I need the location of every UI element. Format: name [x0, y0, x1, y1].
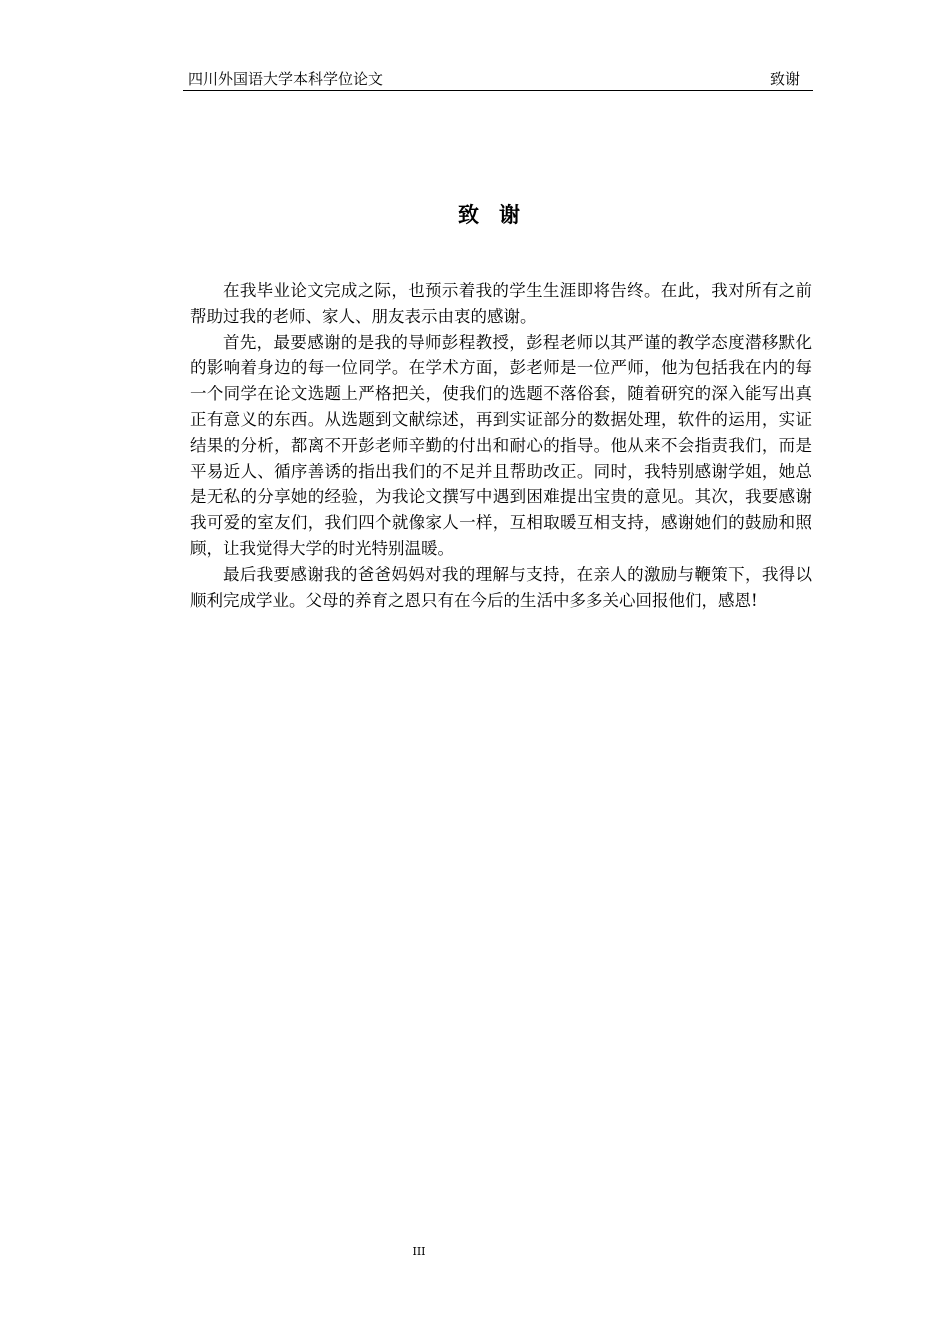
paragraph-intro: 在我毕业论文完成之际，也预示着我的学生生涯即将告终。在此，我对所有之前帮助过我的老师、家人、朋友表示由衷的感谢。 [190, 281, 812, 326]
page-header [183, 68, 813, 91]
acknowledgement-body [190, 278, 812, 613]
page-title: 致谢 [458, 203, 540, 227]
header-thesis-label: 四川外国语大学本科学位论文 [188, 70, 384, 88]
paragraph-advisor: 首先，最要感谢的是我的导师彭程教授，彭程老师以其严谨的教学态度潜移默化的影响着身边的每一位同学。在学术方面，彭老师是一位严师，他为包括我在内的每一个同学在论文选题上严格把关，使我们的选题不落俗套，随着研究的深入能写出真正有意义的东西。从选题到文献综述，再到实证部分的数据处理，软件的运用，实证结果的分析，都离不开彭老师辛勤的付出和耐心的指导。他从来不会指责我们，而是平易近人、循序善诱的指出我们的不足并且帮助改正。同时，我特别感谢学姐，她总是无私的分享她的经验，为我论文撰写中遇到困难提出宝贵的意见。其次，我要感谢我可爱的室友们，我们四个就像家人一样，互相取暖互相支持，感谢她们的鼓励和照顾，让我觉得大学的时光特别温暖。 [190, 332, 812, 558]
paragraph-family: 最后我要感谢我的爸爸妈妈对我的理解与支持，在亲人的激励与鞭策下，我得以顺利完成学业。父母的养育之恩只有在今后的生活中多多关心回报他们，感恩! [190, 564, 812, 610]
page-number: III [412, 1245, 426, 1258]
header-section-label: 致谢 [769, 70, 800, 88]
